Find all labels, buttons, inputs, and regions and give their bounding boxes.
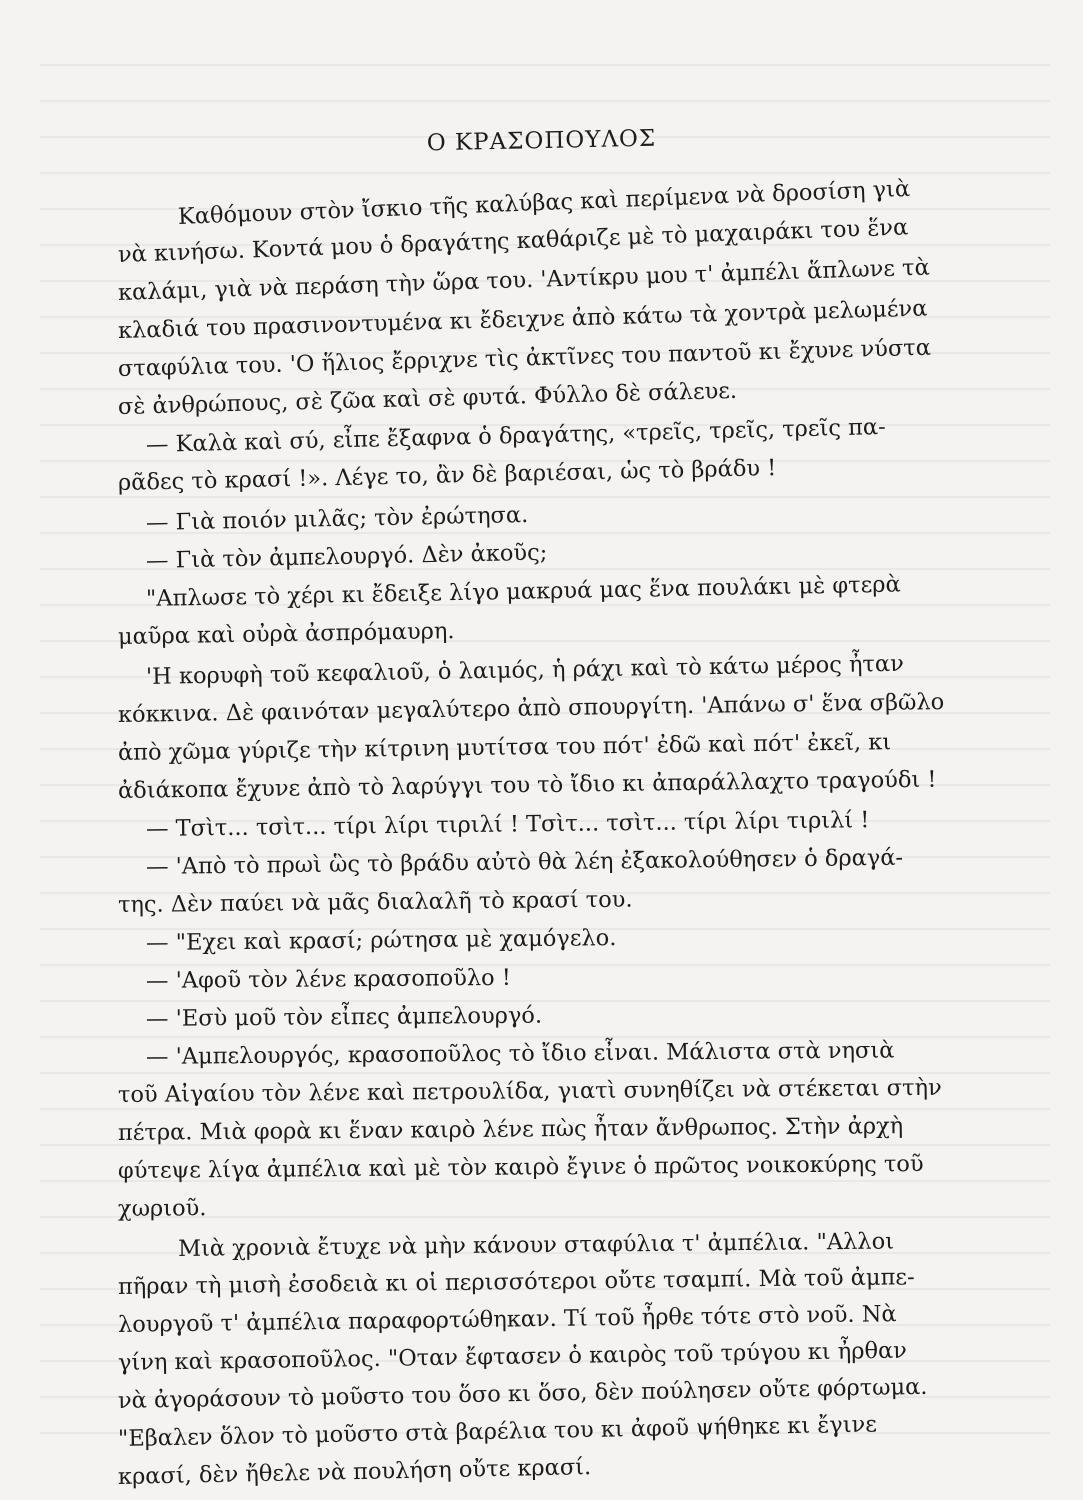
text-line: καλάμι, γιὰ νὰ περάση τὴν ὥρα του. 'Αντίκρυ μου τ' ἀμπέλι ἅπλωνε τὰ bbox=[117, 254, 931, 306]
text-line: τοῦ Αἰγαίου τὸν λένε καὶ πετρουλίδα, γιατὶ συνηθίζει νὰ στέκεται στὴν bbox=[117, 1074, 942, 1108]
text-line: μαῦρα καὶ οὐρὰ ἀσπρόμαυρη. bbox=[117, 618, 455, 650]
text-line: — 'Αφοῦ τὸν λένε κρασοποῦλο ! bbox=[145, 964, 511, 994]
text-line: "Απλωσε τὸ χέρι κι ἔδειξε λίγο μακρυά μας ἕνα πουλάκι μὲ φτερὰ bbox=[145, 571, 901, 612]
text-line: 'Η κορυφὴ τοῦ κεφαλιοῦ, ὁ λαιμός, ἡ ράχι καὶ τὸ κάτω μέρος ἦταν bbox=[145, 650, 904, 690]
text-line: Καθόμουν στὸν ἴσκιο τῆς καλύβας καὶ περίμενα νὰ δροσίση γιὰ bbox=[177, 175, 911, 230]
text-line: της. Δὲν παύει νὰ μᾶς διαλαλῆ τὸ κρασί του. bbox=[117, 886, 633, 918]
text-line: γίνη καὶ κρασοποῦλος. "Οταν ἔφτασεν ὁ καιρὸς τοῦ τρύγου κι ἦρθαν bbox=[117, 1337, 908, 1376]
text-line: σὲ ἀνθρώπους, σὲ ζῶα καὶ σὲ φυτά. Φύλλο δὲ σάλευε. bbox=[117, 377, 738, 420]
text-line: — 'Αμπελουργός, κρασοποῦλος τὸ ἴδιο εἶναι. Μάλιστα στὰ νησιὰ bbox=[145, 1037, 895, 1070]
text-line: νὰ ἀγοράσουν τὸ μοῦστο του ὅσο κι ὅσο, δὲν πούλησεν οὔτε φόρτωμα. bbox=[117, 1373, 928, 1414]
text-line: κόκκινα. Δὲ φαινόταν μεγαλύτερο ἀπὸ σπουργίτη. 'Απάνω σ' ἕνα σβῶλο bbox=[117, 689, 945, 728]
text-line: — Καλὰ καὶ σύ, εἶπε ἔξαφνα ὁ δραγάτης, «τρεῖς, τρεῖς, τρεῖς πα- bbox=[145, 413, 886, 458]
text-line: ἀδιάκοπα ἔχυνε ἀπὸ τὸ λαρύγγι του τὸ ἴδιο κι ἀπαράλλαχτο τραγούδι ! bbox=[117, 766, 937, 804]
text-line: "Εβαλεν ὅλον τὸ μοῦστο στὰ βαρέλια του κι ἀφοῦ ψήθηκε κι ἔγινε bbox=[117, 1411, 878, 1452]
text-line: ἀπὸ χῶμα γύριζε τὴν κίτρινη μυτίτσα του πότ' ἐδῶ καὶ πότ' ἐκεῖ, κι bbox=[117, 729, 892, 766]
text-line: χωριοῦ. bbox=[117, 1195, 207, 1222]
text-line: φύτεψε λίγα ἀμπέλια καὶ μὲ τὸν καιρὸ ἔγινε ὁ πρῶτος νοικοκύρης τοῦ bbox=[117, 1150, 924, 1184]
text-line: — Τσὶτ... τσὶτ... τίρι λίρι τιριλί ! Τσὶτ... τσὶτ... τίρι λίρι τιριλί ! bbox=[145, 807, 870, 842]
text-line: πῆραν τὴ μισὴ ἐσοδειὰ κι οἱ περισσότεροι οὔτε τσαμπί. Μὰ τοῦ ἀμπε- bbox=[117, 1264, 915, 1300]
text-line: Μιὰ χρονιὰ ἔτυχε νὰ μὴν κάνουν σταφύλια τ' ἀμπέλια. "Αλλοι bbox=[177, 1228, 895, 1262]
text-line: πέτρα. Μιὰ φορὰ κι ἕναν καιρὸ λένε πὼς ἦταν ἄνθρωπος. Στὴν ἀρχὴ bbox=[117, 1113, 904, 1146]
text-line: ρᾶδες τὸ κρασί !». Λέγε το, ἂν δὲ βαριέσαι, ὡς τὸ βράδυ ! bbox=[117, 455, 777, 496]
text-line: — Γιὰ ποιόν μιλᾶς; τὸν ἐρώτησα. bbox=[145, 501, 529, 536]
text-line: σταφύλια του. 'Ο ἥλιος ἔρριχνε τὶς ἀκτῖνες του παντοῦ κι ἔχυνε νύστα bbox=[117, 334, 932, 382]
text-line: — 'Εσὺ μοῦ τὸν εἶπες ἀμπελουργό. bbox=[145, 1002, 543, 1032]
text-line: — 'Απὸ τὸ πρωὶ ὣς τὸ βράδυ αὐτὸ θὰ λέη ἐξακολούθησεν ὁ δραγά- bbox=[145, 844, 904, 880]
text-line: — Γιὰ τὸν ἀμπελουργό. Δὲν ἀκοῦς; bbox=[145, 539, 548, 574]
text-line: κλαδιά του πρασινοντυμένα κι ἔδειχνε ἀπὸ κάτω τὰ χοντρὰ μελωμένα bbox=[117, 295, 928, 344]
page-title: Ο ΚΡΑΣΟΠΟΥΛΟΣ bbox=[426, 125, 657, 157]
text-line: νὰ κινήσω. Κοντά μου ὁ δραγάτης καθάριζε μὲ τὸ μαχαιράκι του ἕνα bbox=[117, 214, 909, 268]
text-line: κρασί, δὲν ἤθελε νὰ πουλήση οὔτε κρασί. bbox=[117, 1454, 592, 1490]
text-line: — "Εχει καὶ κρασί; ρώτησα μὲ χαμόγελο. bbox=[145, 925, 617, 956]
text-line: λουργοῦ τ' ἀμπέλια παραφορτώθηκαν. Τί τοῦ ἦρθε τότε στὸ νοῦ. Νὰ bbox=[117, 1301, 897, 1338]
